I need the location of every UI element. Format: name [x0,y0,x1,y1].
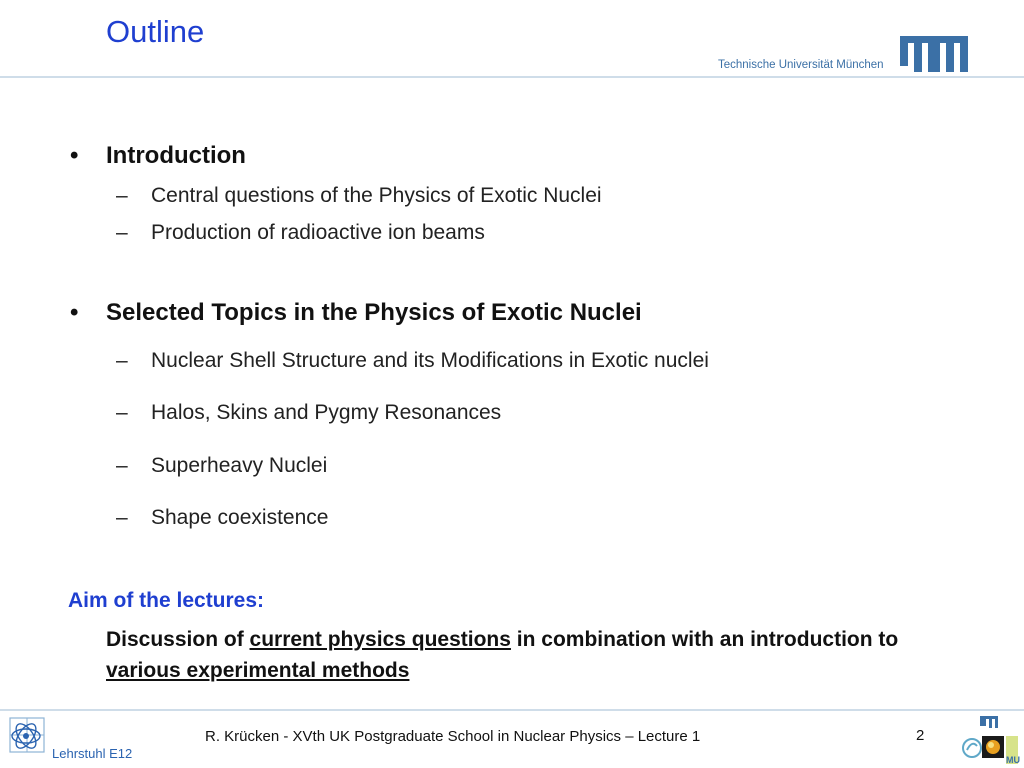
sub-item-label: Production of radioactive ion beams [151,221,485,244]
header-divider [0,76,1024,78]
page-title: Outline [106,14,205,49]
svg-text:MU: MU [1006,755,1020,765]
bullet-label: Introduction [106,142,246,169]
tum-logo-icon [900,36,968,72]
aim-text-part: in combination with an introduction to [510,628,910,651]
sub-item-label: Nuclear Shell Structure and its Modifications in Exotic nuclei [151,349,709,372]
aim-emphasis-experimental-methods: various experimental methods [106,659,410,682]
sub-item [116,349,709,373]
chair-e12-logo-icon [4,716,48,760]
sub-item-label: Central questions of the Physics of Exotic Nuclei [151,184,602,207]
university-name: Technische Universität München [718,59,884,71]
bullet-icon: • [70,299,79,326]
page-number: 2 [916,727,925,744]
sub-item [116,221,485,245]
aim-text [106,624,926,686]
sub-item-label: Shape coexistence [151,506,329,529]
footer-text: R. Krücken - XVth UK Postgraduate School in Nuclear Physics – Lecture 1 [205,728,701,745]
tum-footer-logo-icon [960,714,1020,766]
dash-icon: – [116,184,128,207]
aim-heading: Aim of the lectures: [68,589,265,612]
dash-icon: – [116,506,128,529]
sub-item-label: Halos, Skins and Pygmy Resonances [151,401,502,424]
chair-label: Lehrstuhl E12 [52,746,133,761]
sub-item [116,184,602,208]
dash-icon: – [116,349,128,372]
sub-item [116,401,501,425]
dash-icon: – [116,454,128,477]
dash-icon: – [116,401,128,424]
aim-emphasis-physics-questions: current physics questions [249,628,511,651]
dash-icon: – [116,221,128,244]
bullet-label: Selected Topics in the Physics of Exotic Nuclei [106,299,642,326]
footer-divider [0,709,1024,711]
bullet-icon: • [70,142,79,169]
sub-item-label: Superheavy Nuclei [151,454,328,477]
sub-item [116,506,328,530]
aim-text-part: Discussion of [106,628,250,651]
sub-item [116,454,327,478]
